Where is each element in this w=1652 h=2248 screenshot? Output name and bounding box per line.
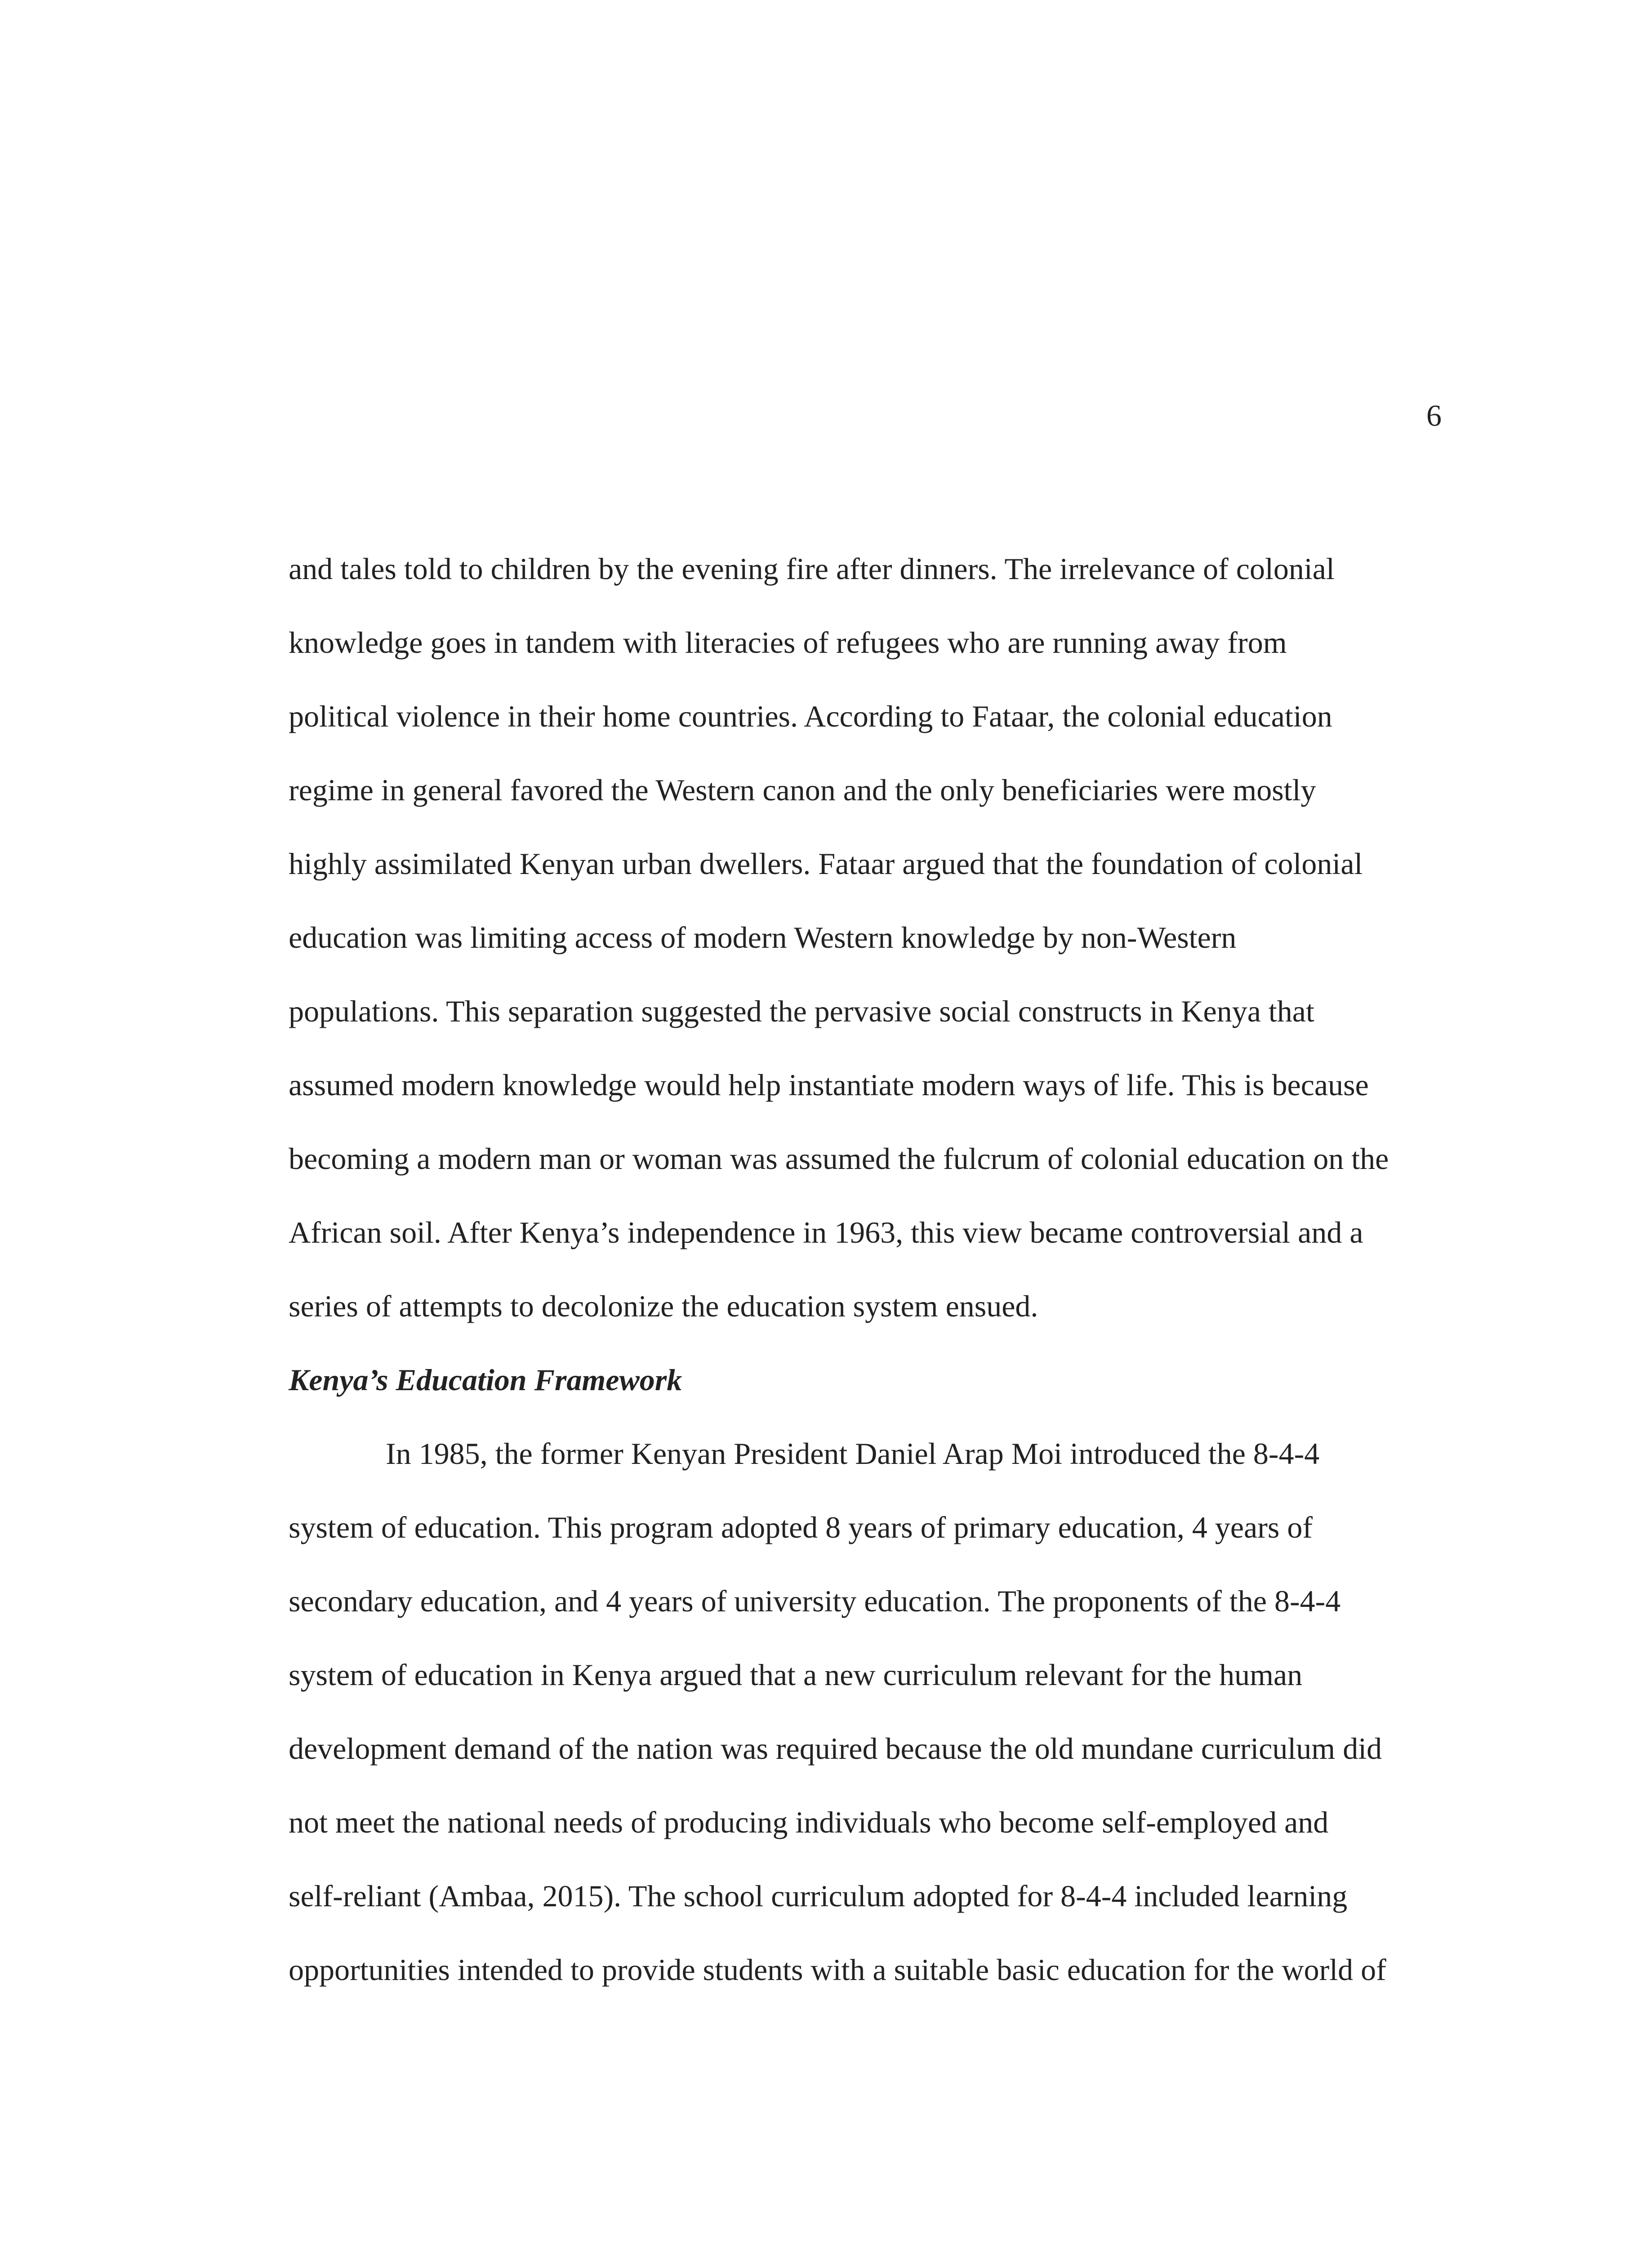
text-line: African soil. After Kenya’s independence in 1963, this view became controversial and a: [289, 1215, 1363, 1249]
text-line: development demand of the nation was required because the old mundane curriculum did: [289, 1731, 1382, 1766]
text-line: political violence in their home countries. According to Fataar, the colonial education: [289, 699, 1332, 733]
paragraph: [289, 549, 1442, 1360]
text-line: education was limiting access of modern Western knowledge by non-Western: [289, 920, 1237, 955]
text-line: system of education. This program adopted 8 years of primary education, 4 years of: [289, 1510, 1313, 1544]
text-line: system of education in Kenya argued that a new curriculum relevant for the human: [289, 1658, 1303, 1692]
text-line: becoming a modern man or woman was assumed the fulcrum of colonial education on the: [289, 1142, 1389, 1176]
text-line: knowledge goes in tandem with literacies of refugees who are running away from: [289, 625, 1287, 660]
text-line: populations. This separation suggested the pervasive social constructs in Kenya that: [289, 994, 1314, 1028]
text-line: self-reliant (Ambaa, 2015). The school curriculum adopted for 8-4-4 included learning: [289, 1879, 1348, 1913]
text-line: and tales told to children by the evening fire after dinners. The irrelevance of colonial: [289, 552, 1335, 586]
section-heading: Kenya’s Education Framework: [289, 1363, 682, 1397]
text-line: secondary education, and 4 years of university education. The proponents of the 8-4-4: [289, 1584, 1341, 1618]
text-line: highly assimilated Kenyan urban dwellers. Fataar argued that the foundation of colonial: [289, 847, 1363, 881]
text-line: opportunities intended to provide students with a suitable basic education for the world of: [289, 1953, 1386, 1987]
text-line: not meet the national needs of producing individuals who become self-employed and: [289, 1805, 1329, 1839]
paragraph: [289, 1433, 1442, 2023]
text-line: assumed modern knowledge would help instantiate modern ways of life. This is because: [289, 1068, 1369, 1102]
text-line: regime in general favored the Western canon and the only beneficiaries were mostly: [289, 773, 1316, 807]
text-line: series of attempts to decolonize the education system ensued.: [289, 1289, 1038, 1323]
document-body: [289, 549, 1442, 2023]
page-number: 6: [1426, 398, 1442, 433]
text-line: In 1985, the former Kenyan President Daniel Arap Moi introduced the 8-4-4: [386, 1436, 1320, 1471]
